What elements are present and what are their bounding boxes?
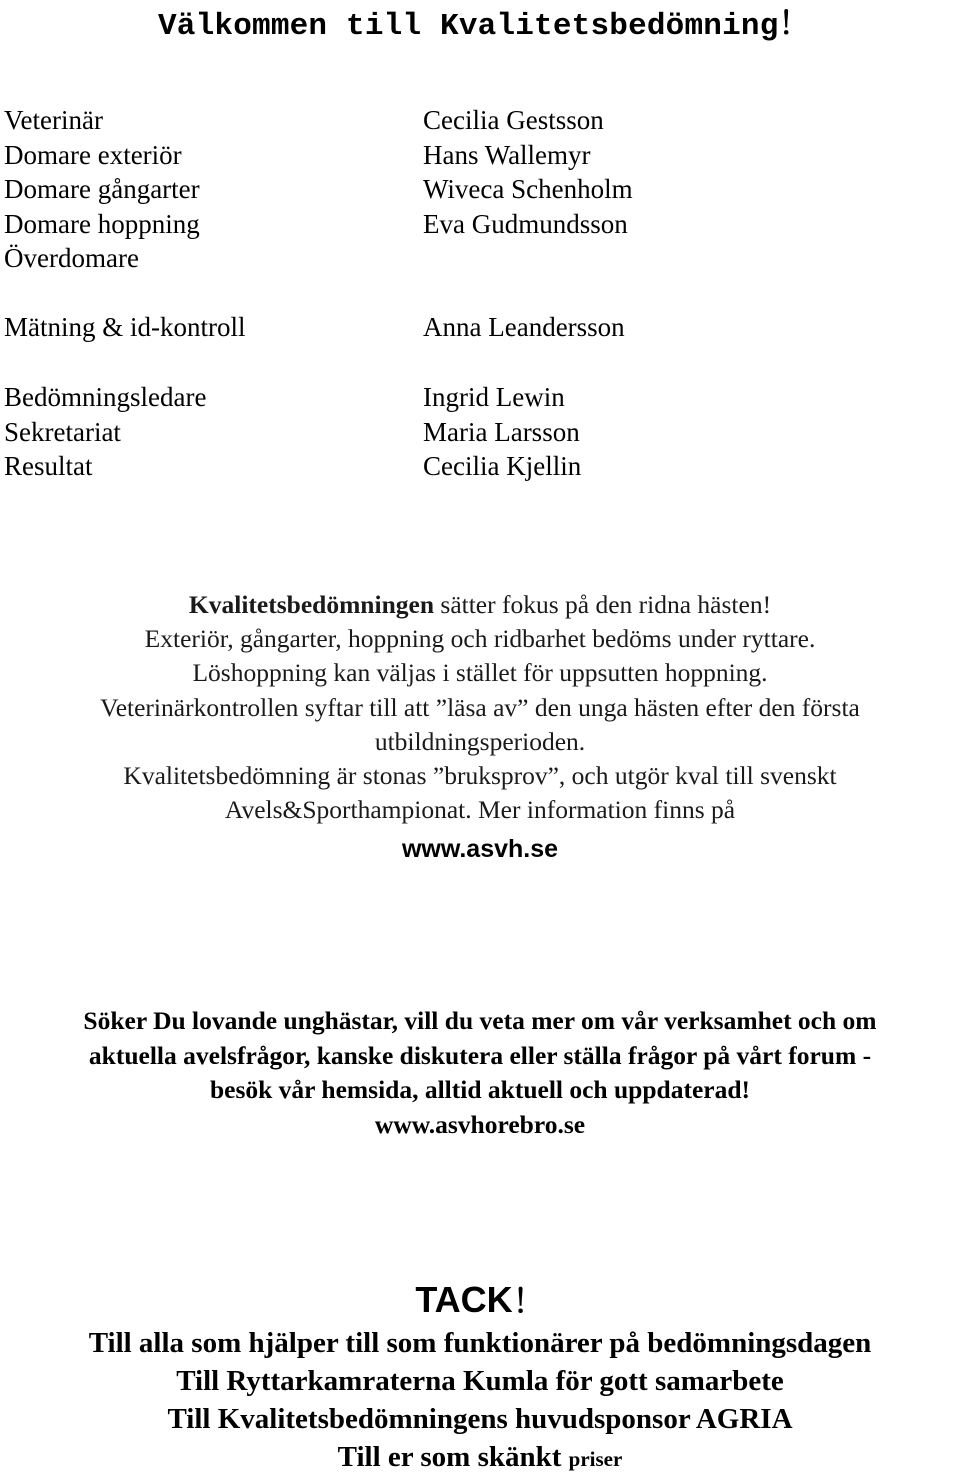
roles-group-1 [4,103,200,276]
thanks-heading-mark: ！ [512,1283,545,1319]
name-matning: Anna Leandersson [423,312,625,342]
thanks-text: Till er som skänkt [337,1441,569,1473]
asvh-link[interactable]: www.asvh.se [401,835,559,863]
names-group-3 [423,380,581,484]
role-label: Domare hoppning [4,208,200,239]
info-line: Avels&Sporthampionat. Mer information finns på [224,795,736,825]
promo-paragraph [0,1004,960,1143]
role-label: Bedömningsledare [4,382,207,412]
thanks-line [0,1438,960,1478]
staff-name: Wiveca Schenholm [423,174,633,204]
thanks-heading [0,1276,960,1322]
role-label: Överdomare [4,243,139,273]
staff-name: Cecilia Gestsson [423,105,604,135]
thanks-line: Till alla som hjälper till som funktionärer på bedömningsdagen [88,1327,872,1359]
thanks-small-text: priser [568,1447,623,1471]
roles-group-3 [4,380,206,484]
staff-name: Maria Larsson [423,416,580,447]
names-group-1 [423,103,633,241]
thanks-heading-text: TACK [415,1279,513,1320]
info-line: Kvalitetsbedömning är stonas ”bruksprov”, och utgör kval till svenskt [123,761,837,791]
staff-name: Ingrid Lewin [423,382,565,412]
staff-name: Cecilia Kjellin [423,451,582,481]
role-label: Resultat [4,451,93,481]
role-label: Veterinär [4,105,103,135]
staff-name: Eva Gudmundsson [423,208,628,239]
role-label: Domare exteriör [4,139,182,170]
info-paragraph [0,588,960,827]
promo-line: besök vår hemsida, alltid aktuell och uppdaterad! [209,1075,751,1105]
info-line [0,588,960,622]
thanks-list [0,1324,960,1478]
info-line: Exteriör, gångarter, hoppning och ridbarhet bedöms under ryttare. [144,624,816,654]
role-label: Sekretariat [4,416,121,447]
role-label: Domare gångarter [4,174,200,204]
staff-name: Hans Wallemyr [423,139,591,170]
info-line: Löshoppning kan väljas i stället för uppsutten hoppning. [192,658,768,688]
promo-line: aktuella avelsfrågor, kanske diskutera eller ställa frågor på vårt forum - [88,1040,872,1070]
asvhorebro-link[interactable]: www.asvhorebro.se [374,1110,586,1140]
promo-line: Söker Du lovande unghästar, vill du veta mer om vår verksamhet och om [83,1006,877,1035]
info-line: utbildningsperioden. [374,726,586,756]
page-title: Välkommen till Kvalitetsbedömning！ [158,9,810,44]
info-line: Veterinärkontrollen syftar till att ”läsa av” den unga hästen efter den första [100,692,860,722]
role-matning: Mätning & id-kontroll [4,312,246,342]
info-highlight: Kvalitetsbedömningen [188,590,435,619]
thanks-line: Till Kvalitetsbedömningens huvudsponsor AGRIA [167,1403,793,1435]
thanks-line: Till Ryttarkamraterna Kumla för gott samarbete [176,1365,784,1397]
info-text: sätter fokus på den ridna hästen! [434,590,772,619]
